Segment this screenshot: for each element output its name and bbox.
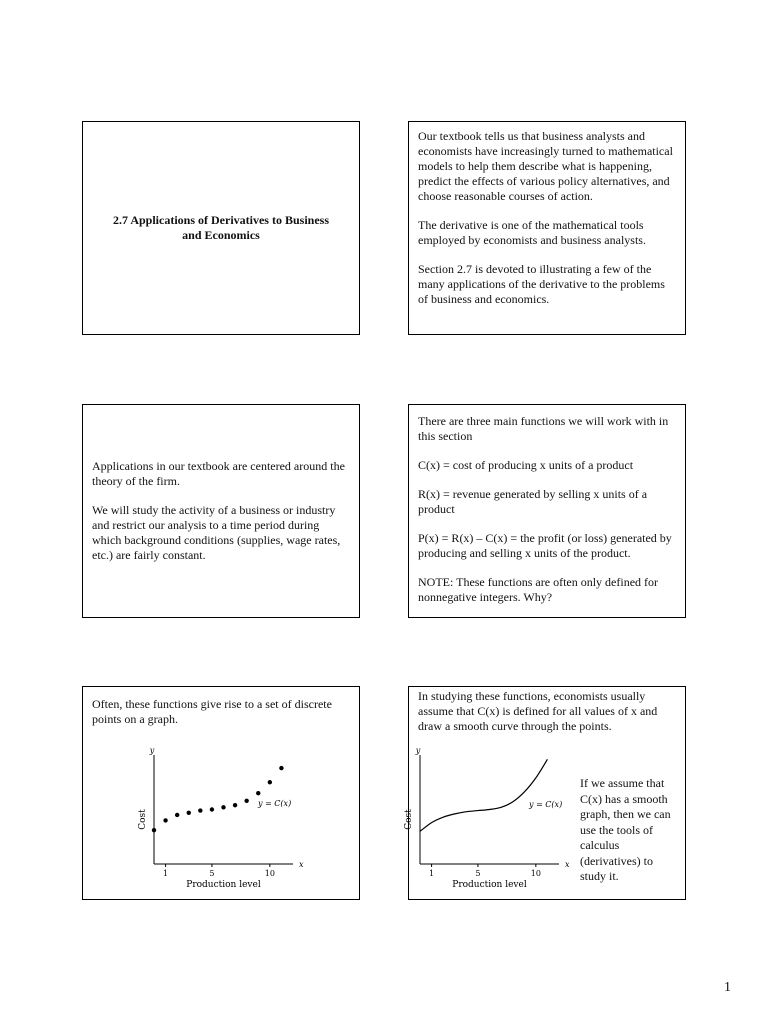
data-point — [279, 766, 283, 770]
x-tick-label: 10 — [530, 869, 541, 878]
data-point — [256, 791, 260, 795]
slide-2 — [408, 121, 686, 335]
paragraph: Section 2.7 is devoted to illustrating a few of the many applications of the derivative to the problems of business and economics. — [418, 262, 665, 306]
y-axis-letter: y — [149, 746, 155, 755]
x-tick-label: 5 — [475, 869, 481, 878]
y-axis-letter: y — [415, 746, 421, 755]
curve-label: y = C(x) — [529, 800, 563, 809]
paragraph: Applications in our textbook are centered around the theory of the firm. — [92, 459, 345, 488]
data-point — [187, 811, 191, 815]
paragraph: There are three main functions we will work with in this section — [418, 414, 669, 443]
paragraph: P(x) = R(x) – C(x) = the profit (or loss) generated by producing and selling x units of the product. — [418, 531, 672, 560]
x-axis-letter: x — [565, 860, 570, 869]
data-point — [244, 799, 248, 803]
data-point — [268, 780, 272, 784]
paragraph: Our textbook tells us that business analysts and economists have increasingly turned to mathematical models to help them describe what is happening, predict the effects of various policy alternatives, and choose reasonable courses of action. — [418, 129, 673, 203]
paragraph: In studying these functions, economists usually assume that C(x) is defined for all values of x and draw a smooth curve through the points. — [418, 689, 658, 733]
paragraph: C(x) = cost of producing x units of a product — [418, 458, 634, 472]
paragraph: Often, these functions give rise to a set of discrete points on a graph. — [92, 697, 332, 726]
x-tick-label: 1 — [163, 869, 169, 878]
slide-5 — [82, 686, 360, 900]
slide-body — [418, 129, 675, 321]
cost-scatter-chart — [133, 737, 308, 897]
data-point — [163, 818, 167, 822]
paragraph: The derivative is one of the mathematical tools employed by economists and business analysts. — [418, 218, 646, 247]
data-point — [175, 813, 179, 817]
side-note: If we assume that C(x) has a smooth graph, then we can use the tools of calculus (derivatives) to study it. — [580, 776, 671, 883]
x-axis-label: Production level — [452, 880, 527, 890]
data-point — [233, 803, 237, 807]
slide-4 — [408, 404, 686, 618]
cost-curve — [420, 759, 547, 831]
slide-3 — [82, 404, 360, 618]
paragraph: NOTE: These functions are often only defined for nonnegative integers. Why? — [418, 575, 659, 604]
paragraph: We will study the activity of a business or industry and restrict our analysis to a time period during which background conditions (supplies, wage rates, etc.) are fairly constant. — [92, 503, 341, 562]
y-axis-label: Cost — [138, 809, 148, 830]
data-point — [152, 828, 156, 832]
y-axis-label: Cost — [404, 809, 414, 830]
curve-label: y = C(x) — [258, 799, 292, 808]
slide-title: 2.7 Applications of Derivatives to Business and Economics — [112, 213, 329, 242]
data-point — [210, 807, 214, 811]
cost-curve-chart — [404, 737, 577, 897]
x-tick-label: 1 — [429, 869, 435, 878]
x-axis-label: Production level — [186, 880, 261, 890]
slide-body — [418, 414, 677, 619]
slide-body — [92, 697, 347, 741]
slide-1 — [82, 121, 360, 335]
data-point — [198, 808, 202, 812]
page-number: 1 — [724, 980, 731, 995]
slide-6 — [404, 686, 686, 900]
x-tick-label: 5 — [209, 869, 215, 878]
slide-body — [92, 459, 347, 577]
data-point — [221, 805, 225, 809]
paragraph: R(x) = revenue generated by selling x units of a product — [418, 487, 648, 516]
x-axis-letter: x — [299, 860, 304, 869]
x-tick-label: 10 — [264, 869, 275, 878]
